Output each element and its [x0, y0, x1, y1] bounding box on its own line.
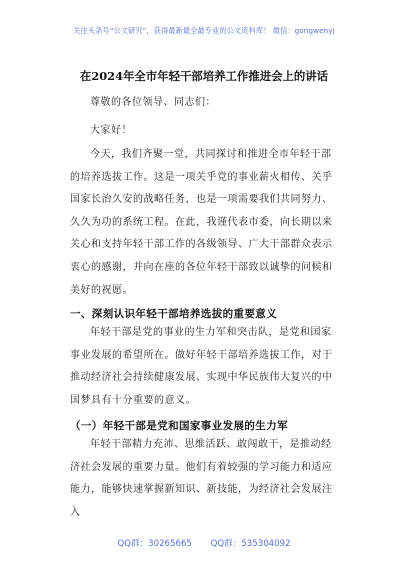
- footer-qq-group-1: QQ群：30265665: [117, 539, 192, 549]
- greeting-line: [70, 120, 338, 143]
- header-banner: 关注头条号“公文研究”，获得最新最全最专业的公文资料库！ 微信：gongwenyj: [73, 26, 335, 35]
- intro-paragraph: [70, 144, 338, 302]
- footer: [0, 537, 408, 549]
- section1-paragraph: [70, 322, 338, 412]
- salutation-line: [70, 92, 338, 115]
- section1-heading: 一、深刻认识年轻干部培养选拔的重要意义: [70, 308, 278, 320]
- section1-paragraph-text: 年轻干部是党的事业的生力军和突击队，是党和国家事业发展的希望所在。做好年轻干部培养选拔工作，对于推动经济社会持续健康发展、实现中华民族伟大复兴的中国梦具有十分重要的意义。: [70, 327, 333, 406]
- salutation-text: 尊敬的各位领导、同志们：: [90, 97, 216, 108]
- subsection1-paragraph-text: 年轻干部精力充沛、思维活跃、敢闯敢干，是推动经济社会发展的重要力量。他们有着较强的学习能力和适应能力，能够快速掌握新知识、新技能，为经济社会发展注入: [70, 439, 333, 518]
- subsection1-paragraph: [70, 434, 338, 524]
- subsection1-heading: （一）年轻干部是党和国家事业发展的生力军: [70, 420, 288, 432]
- intro-paragraph-text: 今天，我们齐聚一堂，共同探讨和推进全市年轻干部的培养选拔工作。这是一项关乎党的事业薪火相传、关乎国家长治久安的战略任务，也是一项需要我们共同努力、久久为功的系统工程。在此，我谨代表市委，向长期以来关心和支持年轻干部工作的各级领导、广大干部群众表示衷心的感谢，并向在座的各位年轻干部致以诚挚的问候和美好的祝愿。: [70, 149, 333, 296]
- page-title: 在2024年全市年轻干部培养工作推进会上的讲话: [79, 69, 329, 83]
- footer-qq-group-2: QQ群：535304092: [210, 539, 291, 549]
- greeting-text: 大家好！: [90, 125, 132, 136]
